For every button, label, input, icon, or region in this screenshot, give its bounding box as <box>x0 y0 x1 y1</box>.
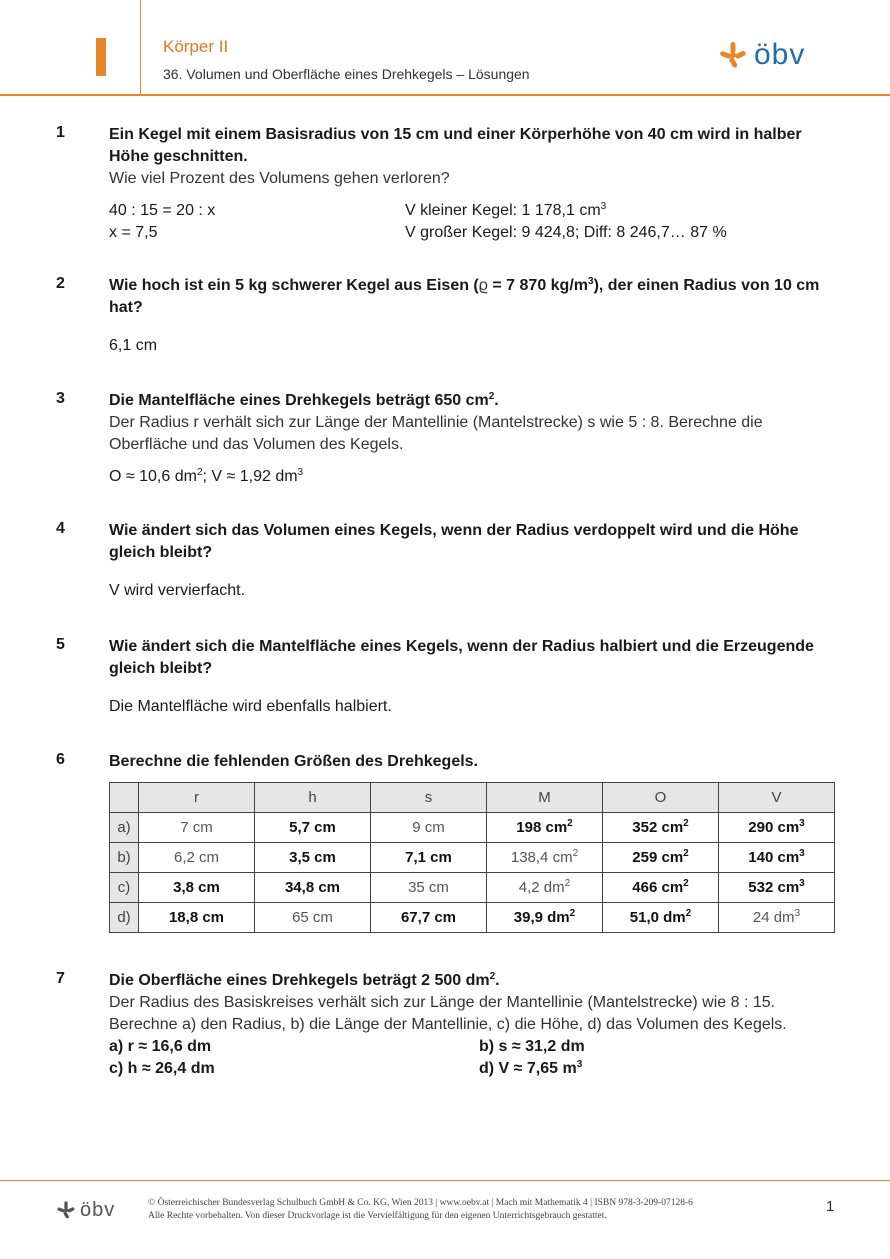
footer-logo <box>56 1200 115 1220</box>
task-number: 1 <box>56 124 65 141</box>
answer-line: V großer Kegel: 9 424,8; Diff: 8 246,7… 87 % <box>405 224 727 241</box>
row-label: d) <box>110 903 139 933</box>
task-question: Wie ändert sich das Volumen eines Kegels, wenn der Radius verdoppelt wird und die Höhe gleich bleibt? <box>109 522 799 561</box>
table-cell: 7 cm <box>139 813 255 843</box>
table-cell: 352 $cm^2$ <box>603 813 719 843</box>
table-cell: 466 $cm^2$ <box>603 873 719 903</box>
task-number: 2 <box>56 275 65 292</box>
task-question: Die Oberfläche eines Drehkegels beträgt 2 500 $dm^2$. <box>109 971 500 989</box>
task-number: 7 <box>56 970 65 987</box>
publisher-logo <box>718 40 805 70</box>
table-header-row <box>110 783 835 813</box>
table-column-header: O <box>603 783 719 813</box>
obv-star-icon <box>718 40 748 70</box>
table-cell: 65 cm <box>255 903 371 933</box>
task-number: 4 <box>56 520 65 537</box>
answer-line: 40 : 15 = 20 : x <box>109 202 216 219</box>
answer-line: V kleiner Kegel: 1 178,1 $cm^3$ <box>405 201 607 219</box>
table-cell: 51,0 $dm^2$ <box>603 903 719 933</box>
footer-logo-text: öbv <box>80 1199 116 1221</box>
table-cell: 35 cm <box>371 873 487 903</box>
table-cell: 3,8 cm <box>139 873 255 903</box>
table-cell: 18,8 cm <box>139 903 255 933</box>
table-column-header: r <box>139 783 255 813</box>
table-row <box>110 903 835 933</box>
task-question: Wie ändert sich die Mantelfläche eines Kegels, wenn der Radius halbiert und die Erzeugende gleich bleibt? <box>109 638 814 677</box>
answer-d: d) V ≈ 7,65 $m^3$ <box>479 1059 583 1077</box>
obv-star-icon <box>56 1200 76 1220</box>
table-cell: 34,8 cm <box>255 873 371 903</box>
task-text: Berechne a) den Radius, b) die Länge der Mantellinie, c) die Höhe, d) das Volumen des Kegels. <box>109 1016 787 1033</box>
table-column-header: V <box>719 783 835 813</box>
table-cell: 6,2 cm <box>139 843 255 873</box>
task-question: Wie hoch ist ein 5 kg schwerer Kegel aus Eisen (ϱ = 7 870 $kg/m^3$), der einen Radius von 10 cm hat? <box>109 276 820 316</box>
row-label: b) <box>110 843 139 873</box>
task-number: 5 <box>56 636 65 653</box>
task-question: Ein Kegel mit einem Basisradius von 15 cm und einer Körperhöhe von 40 cm wird in halber Höhe geschnitten. <box>109 126 802 165</box>
table-column-header: M <box>487 783 603 813</box>
chapter-marker-bar <box>96 38 106 76</box>
table-row <box>110 843 835 873</box>
table-cell: 67,7 cm <box>371 903 487 933</box>
logo-text: öbv <box>754 38 806 71</box>
answer-line: x = 7,5 <box>109 224 158 241</box>
answer-a: a) r ≈ 16,6 dm <box>109 1038 212 1055</box>
table-cell: 259 $cm^2$ <box>603 843 719 873</box>
table-cell: 3,5 cm <box>255 843 371 873</box>
table-cell: 4,2 $dm^2$ <box>487 873 603 903</box>
task-text: Der Radius des Basiskreises verhält sich zur Länge der Mantellinie (Mantelstrecke) wie 8 : 15. <box>109 994 776 1011</box>
task-number: 3 <box>56 390 65 407</box>
table-cell: 198 $cm^2$ <box>487 813 603 843</box>
page-title: Körper II <box>163 37 229 56</box>
table-cell: 7,1 cm <box>371 843 487 873</box>
table-cell: 138,4 $cm^2$ <box>487 843 603 873</box>
table-column-header: h <box>255 783 371 813</box>
answer-c: c) h ≈ 26,4 dm <box>109 1060 215 1077</box>
task-question: Die Mantelfläche eines Drehkegels beträgt 650 $cm^2$. <box>109 391 499 409</box>
row-label: c) <box>110 873 139 903</box>
table-column-header: s <box>371 783 487 813</box>
table-cell: 5,7 cm <box>255 813 371 843</box>
table-cell: 290 $cm^3$ <box>719 813 835 843</box>
task-subquestion: Wie viel Prozent des Volumens gehen verloren? <box>109 170 450 187</box>
table-cell: 24 $dm^3$ <box>719 903 835 933</box>
task-number: 6 <box>56 751 65 768</box>
footer-divider <box>0 1180 890 1181</box>
answer-b: b) s ≈ 31,2 dm <box>479 1038 585 1055</box>
task-answer: Die Mantelfläche wird ebenfalls halbiert. <box>109 698 392 715</box>
header-divider-horizontal <box>0 94 890 96</box>
table-row <box>110 813 835 843</box>
task-answer: 6,1 cm <box>109 337 158 354</box>
task-text: Der Radius r verhält sich zur Länge der Mantellinie (Mantelstrecke) s wie 5 : 8. Berechne die Oberfläche und das Volumen des Kegels. <box>109 414 763 453</box>
table-cell: 532 $cm^3$ <box>719 873 835 903</box>
table-cell: 9 cm <box>371 813 487 843</box>
task-answer: O ≈ 10,6 $dm^2$; V ≈ 1,92 $dm^3$ <box>109 467 304 485</box>
page-number: 1 <box>826 1198 835 1215</box>
task-question: Berechne die fehlenden Größen des Drehkegels. <box>109 753 478 770</box>
row-label: a) <box>110 813 139 843</box>
header-divider-vertical <box>140 0 141 94</box>
task-answer <box>109 200 839 244</box>
table-cell: 39,9 $dm^2$ <box>487 903 603 933</box>
cone-values-table <box>109 782 835 933</box>
table-cell: 140 $cm^3$ <box>719 843 835 873</box>
table-corner-cell <box>110 783 139 813</box>
footer-copyright: © Österreichischer Bundesverlag Schulbuch GmbH & Co. KG, Wien 2013 | www.oebv.at | Mach mit Mathematik 4 | ISBN 978-3-209-07128-6 Alle Rechte vorbehalten. Von dieser Druckvorlage ist die Vervielfältigung für den eigenen Unterrichtsgebrauch gestattet. <box>148 1198 693 1221</box>
task-answer <box>109 1036 839 1080</box>
page-subtitle: 36. Volumen und Oberfläche eines Drehkegels – Lösungen <box>163 66 530 82</box>
task-answer: V wird vervierfacht. <box>109 582 246 599</box>
table-row <box>110 873 835 903</box>
